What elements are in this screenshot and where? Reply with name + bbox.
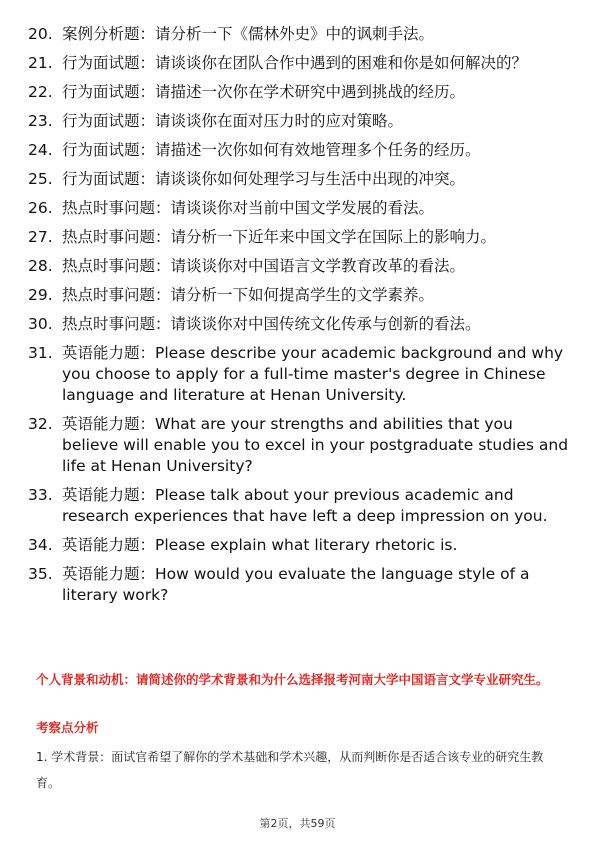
question-text: 行为面试题：请描述一次你在学术研究中遇到挑战的经历。 xyxy=(62,83,466,101)
question-text: 行为面试题：请描述一次你如何有效地管理多个任务的经历。 xyxy=(62,141,481,159)
question-item xyxy=(28,169,573,190)
section-heading: 考察点分析 xyxy=(36,720,99,735)
question-text: 行为面试题：请谈谈你在团队合作中遇到的困难和你是如何解决的？ xyxy=(62,54,528,72)
question-text: 热点时事问题：请谈谈你对中国传统文化传承与创新的看法。 xyxy=(62,315,481,333)
question-number: 21. xyxy=(28,54,53,72)
question-number: 24. xyxy=(28,141,53,159)
question-number: 28. xyxy=(28,257,53,275)
question-number: 30. xyxy=(28,315,53,333)
question-item xyxy=(28,53,573,74)
question-number: 29. xyxy=(28,286,53,304)
highlighted-question: 个人背景和动机：请简述你的学术背景和为什么选择报考河南大学中国语言文学专业研究生。 xyxy=(36,672,549,687)
question-item xyxy=(28,414,573,477)
question-item xyxy=(28,285,573,306)
question-number: 26. xyxy=(28,199,53,217)
question-list xyxy=(28,24,573,614)
question-item xyxy=(28,256,573,277)
question-number: 23. xyxy=(28,112,53,130)
question-text: 行为面试题：请谈谈你如何处理学习与生活中出现的冲突。 xyxy=(62,170,466,188)
question-number: 34. xyxy=(28,536,53,554)
question-text: 英语能力题：How would you evaluate the language style of a literary work? xyxy=(62,565,530,604)
question-item xyxy=(28,140,573,161)
question-item xyxy=(28,198,573,219)
question-item xyxy=(28,485,573,527)
question-number: 27. xyxy=(28,228,53,246)
question-text: 英语能力题：Please explain what literary rhetoric is. xyxy=(62,536,458,554)
question-text: 案例分析题：请分析一下《儒林外史》中的讽刺手法。 xyxy=(62,25,435,43)
question-item xyxy=(28,535,573,556)
question-item xyxy=(28,227,573,248)
question-item xyxy=(28,24,573,45)
question-number: 25. xyxy=(28,170,53,188)
question-text: 热点时事问题：请分析一下如何提高学生的文学素养。 xyxy=(62,286,435,304)
question-number: 32. xyxy=(28,415,53,433)
question-number: 20. xyxy=(28,25,53,43)
question-text: 热点时事问题：请分析一下近年来中国文学在国际上的影响力。 xyxy=(62,228,497,246)
question-text: 行为面试题：请谈谈你在面对压力时的应对策略。 xyxy=(62,112,404,130)
question-text: 热点时事问题：请谈谈你对中国语言文学教育改革的看法。 xyxy=(62,257,466,275)
question-text: 热点时事问题：请谈谈你对当前中国文学发展的看法。 xyxy=(62,199,435,217)
question-item xyxy=(28,314,573,335)
question-number: 33. xyxy=(28,486,53,504)
page-footer: 第2页，共59页 xyxy=(259,817,336,830)
question-item xyxy=(28,564,573,606)
question-number: 31. xyxy=(28,344,53,362)
analysis-paragraph: 1. 学术背景：面试官希望了解你的学术基础和学术兴趣，从而判断你是否适合该专业的研究生教育。 xyxy=(36,750,544,790)
question-number: 35. xyxy=(28,565,53,583)
question-text: 英语能力题：What are your strengths and abilities that you believe will enable you to excel in your postgraduate studies and life at Henan University? xyxy=(62,415,569,475)
question-number: 22. xyxy=(28,83,53,101)
question-item xyxy=(28,111,573,132)
question-text: 英语能力题：Please describe your academic background and why you choose to apply for a full-time master's degree in Chinese language and literature at Henan University. xyxy=(62,344,564,404)
question-item xyxy=(28,82,573,103)
question-text: 英语能力题：Please talk about your previous academic and research experiences that have left a deep impression on you. xyxy=(62,486,548,525)
question-item xyxy=(28,343,573,406)
